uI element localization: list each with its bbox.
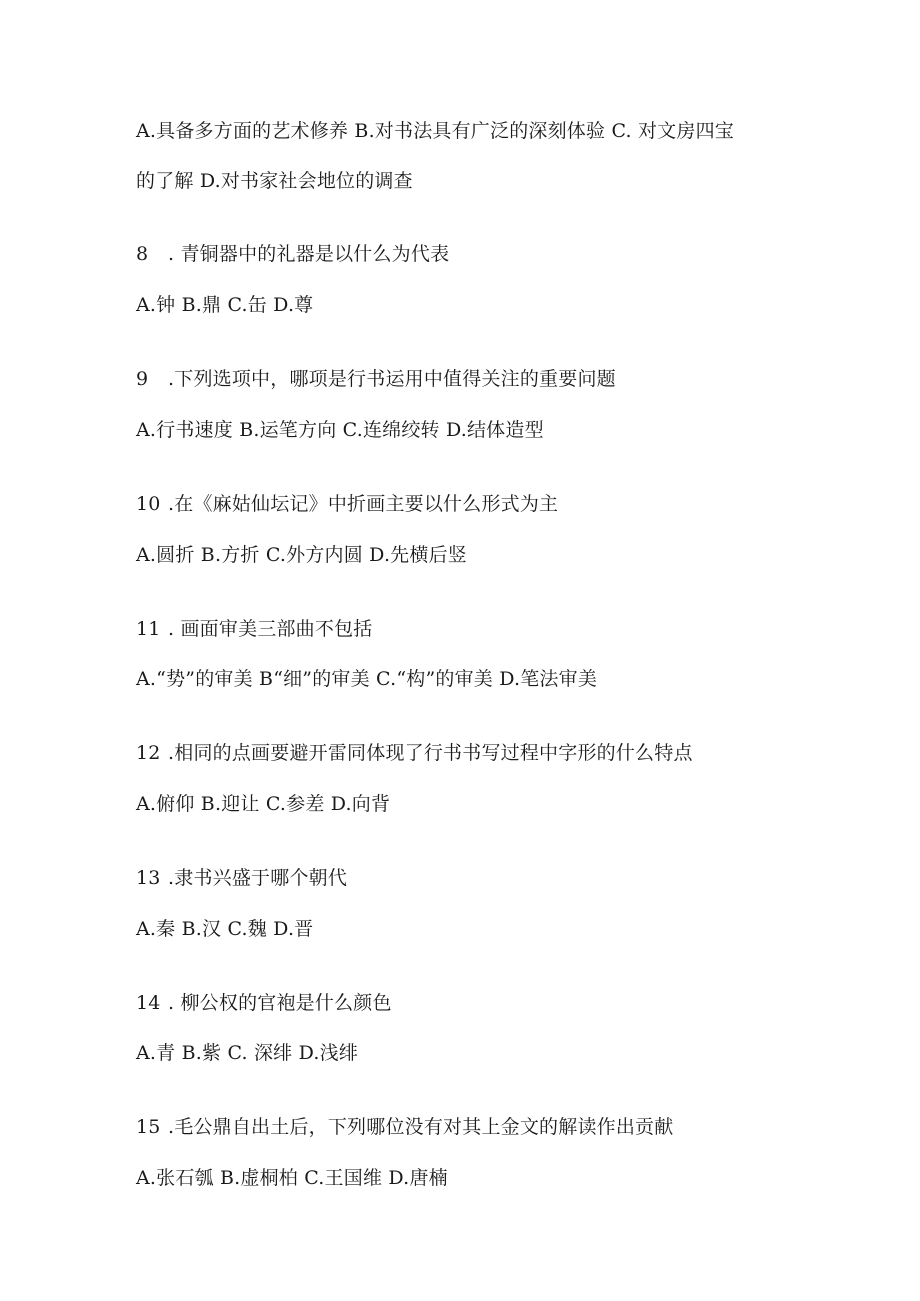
options-line-continued: 的了解 D.对书家社会地位的调查 [136,170,413,192]
question-number: 10 [136,493,161,515]
question-10-options: A.圆折 B.方折 C.外方内圆 D.先横后竖 [136,544,467,566]
question-text: .下列选项中，哪项是行书运用中值得关注的重要问题 [168,368,616,390]
question-9 [136,366,616,392]
question-number: 14 [136,992,161,1014]
question-number: 9 [136,368,149,390]
question-9-options: A.行书速度 B.运笔方向 C.连绵绞转 D.结体造型 [136,419,544,441]
question-12 [136,740,693,766]
question-8 [136,241,449,267]
question-15-options: A.张石瓠 B.虚桐柏 C.王国维 D.唐楠 [136,1167,448,1189]
question-13-options: A.秦 B.汉 C.魏 D.晋 [136,918,314,940]
question-number: 12 [136,742,161,764]
question-11-options: A.“势”的审美 B“细”的审美 C.“构”的审美 D.笔法审美 [136,668,598,690]
question-number: 8 [136,243,149,265]
question-12-options: A.俯仰 B.迎让 C.参差 D.向背 [136,793,391,815]
question-text: .毛公鼎自出土后，下列哪位没有对其上金文的解读作出贡献 [168,1116,674,1138]
question-14-options: A.青 B.紫 C. 深绯 D.浅绯 [136,1042,359,1064]
question-15 [136,1114,673,1140]
question-8-options: A.钟 B.鼎 C.缶 D.尊 [136,294,314,316]
question-14 [136,990,392,1016]
question-11 [136,616,372,642]
question-number: 13 [136,867,161,889]
question-text: .隶书兴盛于哪个朝代 [168,867,348,889]
question-number: 11 [136,618,161,640]
question-text: .相同的点画要避开雷同体现了行书书写过程中字形的什么特点 [168,742,693,764]
question-13 [136,865,347,891]
question-text: . 青铜器中的礼器是以什么为代表 [168,243,450,265]
question-text: . 画面审美三部曲不包括 [168,618,373,640]
question-text: . 柳公权的官袍是什么颜色 [168,992,392,1014]
question-text: .在《麻姑仙坛记》中折画主要以什么形式为主 [168,493,559,515]
options-line: A.具备多方面的艺术修养 B.对书法具有广泛的深刻体验 C. 对文房四宝 [136,120,734,142]
question-10 [136,491,558,517]
question-number: 15 [136,1116,161,1138]
